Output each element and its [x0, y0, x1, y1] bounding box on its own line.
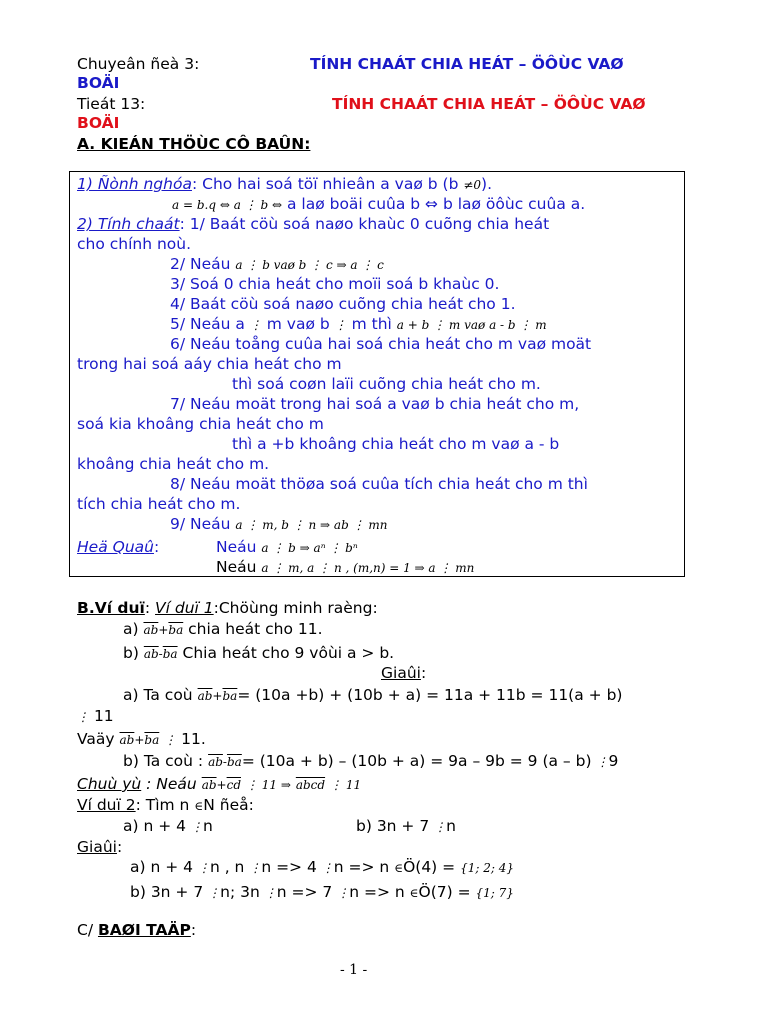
corollary-1-math: a ⋮ b ⇒ aⁿ ⋮ bⁿ: [261, 541, 358, 555]
divides-symbol: ⋮: [249, 318, 262, 332]
property-6: 6/ Neáu toång cuûa hai soá chia heát cho m vaø moät: [170, 335, 592, 353]
ab-math: $\overline{ab}$: [201, 778, 217, 792]
element-of-symbol: ∈: [194, 799, 204, 813]
property-1: : 1/ Baát cöù soá naøo khaùc 0 cuõng chia heát: [179, 215, 550, 233]
plus-symbol: +: [212, 689, 223, 703]
property-7-cont-2: thì a +b khoâng chia heát cho m vaø a - b: [232, 435, 560, 453]
conclusion-1: [77, 729, 206, 750]
section-c-colon: :: [190, 921, 197, 939]
solution-1-colon: :: [420, 664, 427, 682]
solution-2-title: Giaûi: [77, 838, 117, 856]
divides-symbol: ⋮: [334, 318, 347, 332]
plus-symbol: +: [216, 778, 227, 792]
divisors-4-set: {1; 2; 4}: [460, 861, 514, 875]
example-2-b: [356, 816, 456, 837]
divides-symbol: ⋮: [249, 861, 262, 875]
cd-math: $\overline{cd}$: [226, 778, 241, 792]
divides-symbol: ⋮: [434, 820, 447, 834]
example-1-b: [123, 643, 394, 664]
ba-math: $\overline{ba}$: [168, 623, 184, 637]
solution-2-colon: :: [116, 838, 123, 856]
example-2-text: : Tìm n: [135, 796, 190, 814]
example-1-label: Ví duï 1: [155, 599, 214, 617]
definition-math: a = b.q ⇔ a ⋮ b ⇔: [172, 198, 283, 212]
property-2: [170, 254, 384, 275]
divides-symbol: ⋮: [197, 861, 210, 875]
corollary-2: [216, 557, 474, 578]
minus-symbol: -: [222, 755, 227, 769]
solution-2-b-2: n; 3n: [220, 883, 260, 901]
divides-symbol: ⋮: [264, 886, 277, 900]
definition-line-2: [172, 194, 585, 215]
solution-2-a-1: a) n + 4: [130, 858, 193, 876]
example-2-b-text: b) 3n + 7: [356, 817, 430, 835]
note-line: [77, 774, 361, 795]
corollary-2-math: a ⋮ m, a ⋮ n , (m,n) = 1 ⇒ a ⋮ mn: [261, 561, 475, 575]
solution-1-a-cont: [77, 706, 114, 727]
corollary-line-1: [77, 537, 159, 557]
definition-end: ).: [481, 175, 493, 193]
property-5-b: m vaø b: [266, 315, 330, 333]
element-of-symbol: ∈: [409, 886, 419, 900]
section-a-title: A. KIEÁN THÖÙC CÔ BAÛN:: [77, 135, 311, 153]
corollary-1: [216, 537, 358, 558]
solution-1-title: Giaûi: [381, 664, 421, 682]
ab-math: $\overline{ab}$: [143, 647, 159, 661]
note-sep: :: [141, 775, 157, 793]
solution-2-b-3: n => 7: [276, 883, 333, 901]
header-chapter: Chuyeân ñeà 3:: [77, 55, 200, 73]
note-math-end: ⋮ 11: [330, 778, 362, 792]
conclusion-end: 11.: [181, 730, 206, 748]
page-number: - 1 -: [340, 962, 368, 978]
element-of-symbol: ∈: [394, 861, 404, 875]
example-1-b-label: b): [123, 644, 139, 662]
solution-2-a-4: n => n: [333, 858, 390, 876]
example-2-text-2: N ñeå:: [203, 796, 254, 814]
header-line-1: [77, 54, 199, 74]
example-1-text: :Chöùng minh raèng:: [213, 599, 378, 617]
section-b-colon: :: [144, 599, 151, 617]
corollary-label: Heä Quaû: [77, 538, 154, 556]
solution-1-a-end: 11: [93, 707, 114, 725]
solution-2-b-5: Ö(7) =: [418, 883, 471, 901]
solution-2-b-4: n => n: [349, 883, 405, 901]
ba-math: $\overline{ba}$: [162, 647, 178, 661]
definition-line: [77, 174, 492, 195]
corollary-colon: :: [153, 538, 160, 556]
divides-symbol: ⋮: [321, 861, 334, 875]
divides-symbol: ⋮: [208, 886, 221, 900]
divides-symbol: ⋮: [337, 886, 350, 900]
example-1-a-text: chia heát cho 11.: [183, 620, 323, 638]
section-c-title: BAØI TAÄP: [97, 921, 191, 939]
property-1-cont: cho chính noù.: [77, 235, 192, 253]
ba-math: $\overline{ba}$: [226, 755, 242, 769]
section-c-prefix: C/: [77, 921, 98, 939]
property-9-math: a ⋮ m, b ⋮ n ⇒ ab ⋮ mn: [235, 518, 388, 532]
divides-symbol: ⋮: [190, 820, 203, 834]
property-6-cont-2: thì soá coøn laïi cuõng chia heát cho m.: [232, 375, 541, 393]
header-lesson: Tieát 13:: [77, 95, 146, 113]
solution-1-b: [123, 751, 618, 772]
ab-math: $\overline{ab}$: [197, 689, 213, 703]
definition-text-2: a laø boäi cuûa b ⇔ b laø öôùc cuûa a.: [282, 195, 586, 213]
abcd-math: abcd: [295, 778, 326, 792]
example-2-label: Ví duï 2: [77, 796, 136, 814]
property-7-cont: soá kia khoâng chia heát cho m: [77, 415, 324, 433]
example-2-b-end: n: [446, 817, 456, 835]
solution-2-a-5: Ö(4) =: [403, 858, 456, 876]
property-5: [170, 314, 547, 335]
property-8: 8/ Neáu moät thöøa soá cuûa tích chia heát cho m thì: [170, 475, 588, 493]
ba-math: $\overline{ba}$: [222, 689, 238, 703]
plus-symbol: +: [134, 733, 145, 747]
property-9-label: 9/ Neáu: [170, 515, 231, 533]
note-if: Neáu: [156, 775, 197, 793]
header-title-2: TÍNH CHAÁT CHIA HEÁT – ÖÔÙC VAØ: [332, 95, 646, 113]
property-5-a: 5/ Neáu a: [170, 315, 245, 333]
solution-1-a-start: a) Ta coù: [123, 686, 193, 704]
property-2-math: a ⋮ b vaø b ⋮ c ⇒ a ⋮ c: [235, 258, 384, 272]
plus-symbol: +: [158, 623, 169, 637]
header-title-1: TÍNH CHAÁT CHIA HEÁT – ÖÔÙC VAØ: [310, 55, 624, 73]
section-b-title: B.Ví duï: [77, 599, 145, 617]
note-math-implies: ⋮ 11 ⇒: [245, 778, 291, 792]
example-2-a-text: a) n + 4: [123, 817, 186, 835]
ab-math: $\overline{ab}$: [119, 733, 135, 747]
property-2-label: 2/ Neáu: [170, 255, 231, 273]
example-1-a-label: a): [123, 620, 139, 638]
header-title-1-cont: BOÄI: [77, 74, 120, 92]
solution-1-b-end: 9: [608, 752, 619, 770]
definition-label: 1) Ñònh nghóa: [77, 175, 192, 193]
example-1-b-text: Chia heát cho 9 vôùi a > b.: [177, 644, 395, 662]
neq-zero: ≠0: [463, 178, 482, 192]
note-label: Chuù yù: [77, 775, 142, 793]
example-2-a: [123, 816, 213, 837]
property-9: [170, 514, 388, 535]
solution-1-a-eq: = (10a +b) + (10b + a) = 11a + 11b = 11(a + b): [237, 686, 623, 704]
property-4: 4/ Baát cöù soá naøo cuõng chia heát cho 1.: [170, 295, 516, 313]
divides-symbol: ⋮: [77, 710, 89, 724]
solution-2-b-1: b) 3n + 7: [130, 883, 204, 901]
property-5-math: a + b ⋮ m vaø a - b ⋮ m: [396, 318, 547, 332]
solution-2-b: [130, 882, 514, 903]
property-6-cont: trong hai soá aáy chia heát cho m: [77, 355, 342, 373]
solution-1-b-start: b) Ta coù :: [123, 752, 204, 770]
solution-2-label: [77, 837, 122, 857]
divides-symbol: ⋮: [164, 733, 177, 747]
solution-1-a: [123, 685, 622, 706]
definition-text: : Cho hai soá töï nhieân a vaø b (b: [191, 175, 459, 193]
solution-2-a-2: n , n: [209, 858, 245, 876]
property-5-c: m thì: [351, 315, 392, 333]
minus-symbol: -: [158, 647, 163, 661]
ab-math: $\overline{ab}$: [143, 623, 159, 637]
solution-1-label: [381, 663, 426, 683]
conclusion-label: Vaäy: [77, 730, 115, 748]
property-line-1: [77, 214, 549, 234]
ab-math: $\overline{ab}$: [208, 755, 223, 769]
property-7: 7/ Neáu moät trong hai soá a vaø b chia heát cho m,: [170, 395, 580, 413]
example-1-a: [123, 619, 323, 640]
divisors-7-set: {1; 7}: [475, 886, 514, 900]
solution-2-a: [130, 857, 514, 878]
property-7-cont-3: khoâng chia heát cho m.: [77, 455, 270, 473]
example-2-a-end: n: [202, 817, 213, 835]
ba-math: $\overline{ba}$: [144, 733, 160, 747]
section-b-line: [77, 598, 378, 618]
corollary-1-label: Neáu: [216, 538, 257, 556]
corollary-2-label: Neáu: [216, 558, 257, 576]
divides-symbol: ⋮: [596, 755, 609, 769]
property-3: 3/ Soá 0 chia heát cho moïi soá b khaùc 0.: [170, 275, 500, 293]
example-2-line: [77, 795, 254, 816]
header-title-2-cont: BOÄI: [77, 114, 120, 132]
solution-1-b-eq: = (10a + b) – (10b + a) = 9a – 9b = 9 (a – b): [241, 752, 592, 770]
property-8-cont: tích chia heát cho m.: [77, 495, 241, 513]
solution-2-a-3: n => 4: [261, 858, 317, 876]
property-label: 2) Tính chaát: [77, 215, 180, 233]
section-c-line: [77, 920, 196, 940]
